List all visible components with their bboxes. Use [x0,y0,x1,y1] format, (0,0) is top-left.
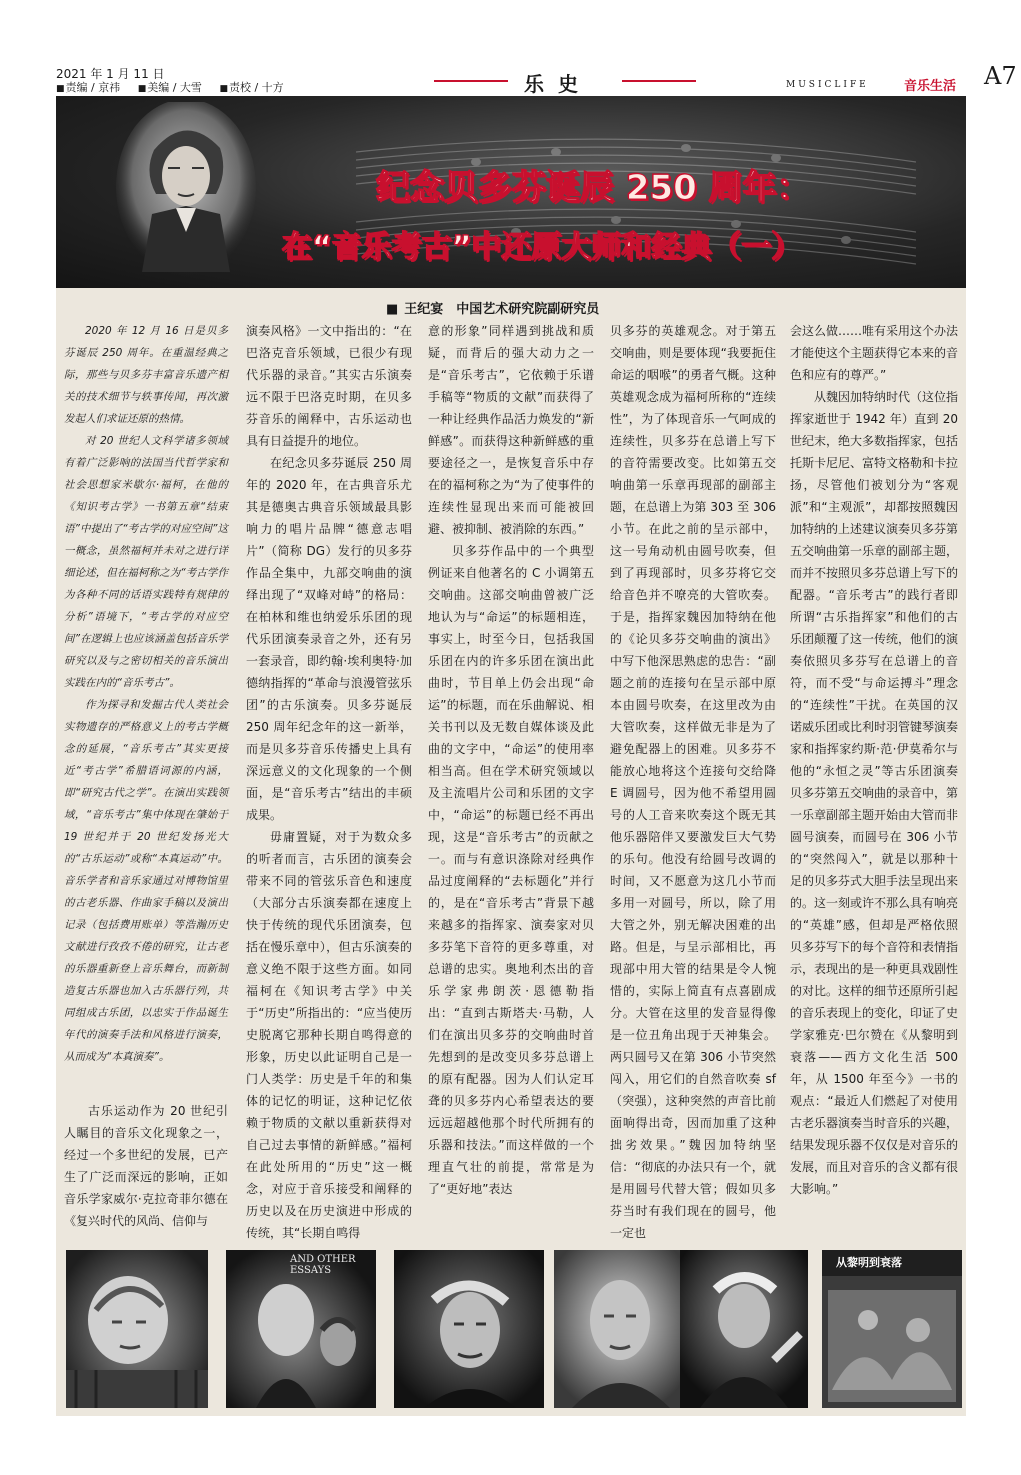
conductor-portrait-photo-2 [554,1250,688,1408]
page-number: A7 [984,62,1017,90]
body-paragraph: 在纪念贝多芬诞辰 250 周年的 2020 年，在古典音乐尤其是德奥古典音乐领域最具影响力的唱片品牌“德意志唱片”（简称 DG）发行的贝多芬作品全集中，九部交响曲的演绎出现了“双峰对峙”的格局：在柏林和维也纳爱乐乐团的现代乐团演奏录音之外，还有另一套录音，即约翰·埃利奥特·加德纳指挥的“革命与浪漫管弦乐团”的古乐演奏。贝多芬诞辰 250 周年纪念年的这一新举，而是贝多芬音乐传播史上具有深远意义的文化现象的一个侧面，是“音乐考古”结出的丰硕成果。 [246,456,412,822]
beethoven-sculpture-photo [66,1250,208,1408]
book-cover-title: 从黎明到衰落 [836,1256,902,1269]
headline-line2: 在“音乐考古”中还原大师和经典（一） [282,230,802,265]
hero-banner [56,96,966,288]
header-rule-left [434,80,508,82]
photo-strip [56,1250,966,1416]
body-paragraph: 演奏风格》一文中指出的：“在巴洛克音乐领域，已很少有现代乐器的录音。”其实古乐演奏远不限于巴洛克时期，在贝多芬音乐的阐释中，古乐运动也具有日益提升的地位。 [246,324,412,448]
composer-portrait-photo [226,1250,376,1408]
lead-paragraph-2: 对 20 世纪人文科学诸多领域有着广泛影响的法国当代哲学家和社会思想家米歇尔·福柯，在他的《知识考古学》一书第五章“结束语”中提出了“考古学的对应空间”这一概念，虽然福柯并未对之进行详细论述，但在福柯称之为“考古学作为各种不同的话语实践特有规律的分析”语境下，“考古学的对应空间”在逻辑上也应该涵盖包括音乐学研究以及与之密切相关的音乐演出实践在内的“音乐考古”。 [64,435,228,689]
column-1-body [64,1100,228,1232]
conductor-portrait-photo-3 [680,1250,808,1408]
book-cover-photo [822,1250,962,1408]
column-5 [790,320,958,1200]
article-body [56,288,966,1416]
body-paragraph: 会这么做……唯有采用这个办法才能使这个主题获得它本来的音色和应有的尊严。” [790,324,959,382]
body-paragraph: 意的形象”同样遇到挑战和质疑，而背后的强大动力之一是“音乐考古”，它依赖于乐谱手稿等“物质的文献”而获得了一种让经典作品活力焕发的“新鲜感”。而获得这种新鲜感的重要途径之一，是恢复音乐中存在的福柯称之为“为了使事件的连续性显现出来而可能被回避、被抑制、被消除的东西。” [428,324,594,536]
conductor-portrait-photo-1 [394,1250,544,1408]
section-name: 乐史 [524,72,592,96]
lead-paragraph-3: 作为探寻和发掘古代人类社会实物遗存的严格意义上的考古学概念的延展，“音乐考古”其实更接近“考古学”希腊语词源的内涵，即“研究古代之学”。在演出实践领域，“音乐考古”集中体现在肇始于 19 世纪并于 20 世纪发扬光大的“古乐运动”或称“本真运动”中。音乐学者和音乐家通过对博物馆里的古老乐器、作曲家手稿以及演出记录（包括费用账单）等浩瀚历史文献进行孜孜不倦的研究，让古老的乐器重新登上音乐舞台，而新制造复古乐器也加入古乐器行列，共同组成古乐团，以忠实于作品诞生年代的演奏手法和风格进行演奏，从而成为“本真演奏”。 [64,699,228,1063]
column-1 [64,320,228,1068]
brand-chinese: 音乐生活 [904,79,957,94]
body-paragraph: 古乐运动作为 20 世纪引人瞩目的音乐文化现象之一，经过一个多世纪的发展，已产生了广泛而深远的影响，正如音乐学家威尔·克拉奇菲尔德在《复兴时代的风尚、信仰与 [64,1104,228,1228]
credit-designer: ■ 美编 / 大雪 [138,81,202,94]
issue-date: 2021 年 1 月 11 日 [56,67,165,81]
credit-editor: ■ 责编 / 京祎 [56,81,120,94]
body-paragraph: 毋庸置疑，对于为数众多的听者而言，古乐团的演奏会带来不同的管弦乐音色和速度（大部分古乐演奏都在速度上快于传统的现代乐团演奏，包括在慢乐章中），但古乐演奏的意义绝不限于这些方面。如同福柯在《知识考古学》中关于“历史”所指出的：“应当使历史脱离它那种长期自鸣得意的形象，历史以此证明自己是一门人类学：历史是千年的和集体的记忆的明证，这种记忆依赖于物质的文献以重新获得对自己过去事情的新鲜感。”福柯在此处所用的“历史”这一概念，对应于音乐接受和阐释的历史以及在历史演进中形成的传统，其“长期自鸣得 [246,830,412,1240]
photo-caption-essays: AND OTHER ESSAYS [290,1254,356,1276]
column-2 [246,320,412,1244]
header-rule-right [622,80,696,82]
column-4 [610,320,776,1244]
brand-english: MUSICLIFE [786,80,869,90]
editor-credits [56,81,298,96]
body-paragraph: 贝多芬作品中的一个典型例证来自他著名的 C 小调第五交响曲。这部交响曲曾被广泛地认为与“命运”的标题相连，事实上，时至今日，包括我国乐团在内的许多乐团在演出此曲时，节目单上仍会出现“命运”的标题，而在乐曲解说、相关书刊以及无数自媒体谈及此曲的文字中，“命运”的使用率相当高。但在学术研究领域以及主流唱片公司和乐团的文字中，“命运”的标题已经不再出现，这是“音乐考古”的贡献之一。而与有意识涤除对经典作品过度阐释的“去标题化”并行的，是在“音乐考古”背景下越来越多的指挥家、演奏家对贝多芬笔下音符的更多尊重，对总谱的忠实。奥地利杰出的音乐学家弗朗茨·恩德勒指出：“直到古斯塔夫·马勒，人们在演出贝多芬的交响曲时首先想到的是改变贝多芬总谱上的原有配器。因为人们认定耳聋的贝多芬内心希望表达的要远远超越他那个时代所拥有的乐器和技法。”而这样做的一个理直气壮的前提，常常是为了“更好地”表达 [428,544,594,1196]
body-paragraph: 从魏因加特纳时代（这位指挥家逝世于 1942 年）直到 20 世纪末，绝大多数指挥家，包括托斯卡尼尼、富特文格勒和卡拉扬，尽管他们被划分为“客观派”和“主观派”，却都按照魏因加特纳的上述建议演奏贝多芬第五交响曲第一乐章的副部主题，而并不按照贝多芬总谱上写下的配器。“音乐考古”的践行者即所谓“古乐指挥家”和他们的古乐团颠覆了这一传统，他们的演奏依照贝多芬写在总谱上的音符，而不受“与命运搏斗”理念的“连续性”干扰。在英国的汉诺威乐团或比利时羽管键琴演奏家和指挥家约斯·范·伊莫希尔与他的“永恒之灵”等古乐团演奏贝多芬第五交响曲的录音中，第一乐章副部主题开始由大管而非圆号演奏，而圆号在 306 小节的“突然闯入”，就是以那种十足的贝多芬式大胆手法呈现出来的。这一刻或许不那么具有响亮的“英雄”感，但却是严格依照贝多芬写下的每个音符和表情指示，表现出的是一种更具戏剧性的对比。这样的细节还原所引起的音乐表现上的变化，印证了史学家雅克·巴尔赞在《从黎明到衰落——西方文化生活 500 年，从 1500 年至今》一书的观点：“最近人们燃起了对使用古老乐器演奏当时音乐的兴趣，结果发现乐器不仅仅是对音乐的发展，而且对音乐的含义都有很大影响。” [790,390,959,1196]
masthead [56,62,1017,96]
body-paragraph: 贝多芬的英雄观念。对于第五交响曲，则是要体现“我要扼住命运的咽喉”的勇者气概。这种英雄观念成为福柯所称的“连续性”，为了体现音乐一气呵成的连续性，贝多芬在总谱上写下的音符需要改变。比如第五交响曲第一乐章再现部的副部主题，在总谱上为第 303 至 306 小节。在此之前的呈示部中，这一号角动机由圆号吹奏，但到了再现部时，贝多芬将它交给音色并不嘹亮的大管吹奏。于是，指挥家魏因加特纳在他的《论贝多芬交响曲的演出》中写下他深思熟虑的忠告：“副题之前的连接句在呈示部中原本由圆号吹奏，在这里改为由大管吹奏，这样做无非是为了避免配器上的困难。贝多芬不能放心地将这个连接句交给降 E 调圆号，因为他不希望用圆号的人工音来吹奏这个既无其他乐器陪伴又要激发巨大气势的乐句。他没有给圆号改调的时间，又不愿意为这几小节而多用一对圆号，所以，除了用大管之外，别无解决困难的出路。但是，与呈示部相比，再现部中用大管的结果是令人惋惜的，实际上简直有点喜剧成分。大管在这里的发音显得像是一位丑角出现于天神集会。两只圆号又在第 306 小节突然闯入，用它们的自然音吹奏 sf（突强），这种突然的声音比前面响得出奇，因而加重了这种拙劣效果。”魏因加特纳坚信：“彻底的办法只有一个，就是用圆号代替大管；假如贝多芬当时有我们现在的圆号，他一定也 [610,324,776,1240]
headline-line1: 纪念贝多芬诞辰 250 周年： [376,168,811,208]
lead-paragraph-1: 2020 年 12 月 16 日是贝多芬诞辰 250 周年。在重温经典之际，那些与贝多芬丰富音乐遗产相关的技术细节与轶事传闻，再次激发起人们求证还原的热情。 [64,325,228,425]
beethoven-portrait [116,102,256,282]
author-byline: ■ 王纪宴 中国艺术研究院副研究员 [386,298,599,317]
credit-proofreader: ■ 责校 / 十方 [219,81,283,94]
column-3 [428,320,594,1200]
